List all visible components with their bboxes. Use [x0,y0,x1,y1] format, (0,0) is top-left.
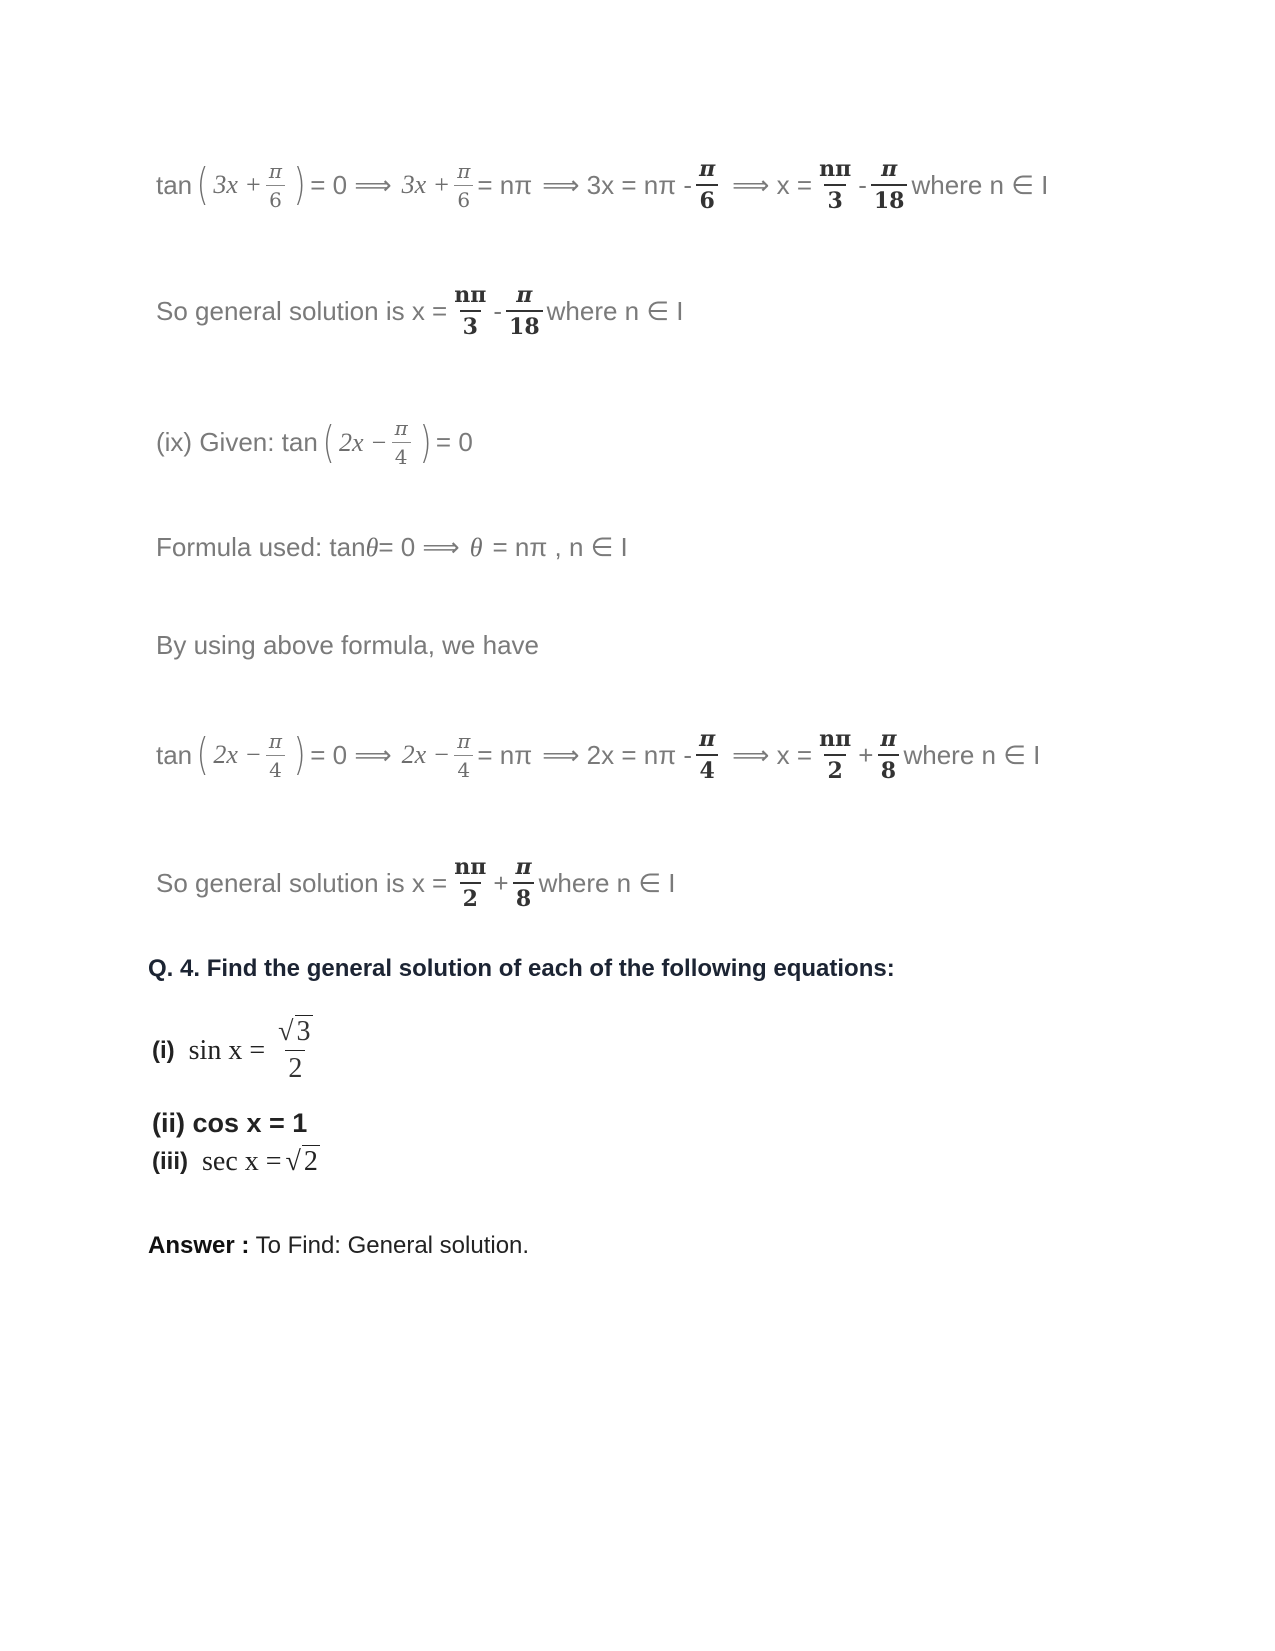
general-solution-lead: So general solution is x = [156,867,448,898]
inner-expression: 2x − [339,427,388,457]
equals-zero: = 0 [435,427,473,457]
plus-sign: + [858,739,874,770]
where-clause: where n ∈ I [546,295,684,326]
sqrt-symbol: √ 2 [285,1146,318,1177]
option-iii [152,1146,320,1178]
equation-line-ix [156,728,1040,782]
step-expression: 3x + [401,170,451,199]
option-lhs: sin x = [188,1034,266,1066]
step-expression: ⟹ x = [732,169,813,200]
general-solution-line-1 [156,284,683,338]
formula-lead: Formula used: tan [156,532,366,562]
given-line-ix [156,418,473,467]
theta-symbol: θ [469,532,483,562]
step-expression: ⟹ 2x = nπ - [542,739,693,770]
where-clause: where n ∈ I [911,169,1049,200]
option-label: (ii) cos x = 1 [152,1108,308,1138]
equals-zero: = 0 ⟹ [310,169,392,200]
fraction: $\frac{\pi}{8}$ [877,728,899,782]
minus-sign: - [493,295,503,326]
question-number: Q. 4. [148,955,201,982]
fraction: $\frac{\pi}{6}$ [266,161,285,210]
right-paren: ) [293,729,306,780]
plus-sign: + [493,867,509,898]
left-paren: ( [196,159,209,210]
fraction: $\frac{\pi}{4}$ [392,418,411,467]
inner-expression: 2x − [213,740,262,769]
fraction: $\frac{\pi}{18}$ [506,284,543,338]
equation-line-viii [156,158,1048,212]
fraction: $\frac{n\pi}{3}$ [454,282,487,340]
step-equals: = nπ [477,169,533,200]
formula-mid: = 0 ⟹ [378,532,460,562]
question-text: Find the general solution of each of the following equations: [206,955,895,982]
fraction: $\frac{\pi}{18}$ [871,158,908,212]
answer-line [148,1232,529,1260]
right-paren: ) [293,159,306,210]
option-label: (i) [152,1036,175,1064]
by-using-text: By using above formula, we have [156,630,539,660]
general-solution-lead: So general solution is x = [156,295,448,326]
step-expression: ⟹ x = [732,739,813,770]
step-equals: = nπ [477,739,533,770]
left-paren: ( [196,729,209,780]
option-lhs: sec x = [202,1146,282,1177]
step-expression: 2x − [401,740,451,769]
tan-label: tan [156,739,193,770]
fraction: $\frac{n\pi}{3}$ [819,156,852,214]
option-i [152,1018,320,1083]
question-heading [148,955,895,983]
fraction: $\frac{\pi}{4}$ [266,731,285,780]
fraction: $\frac{\pi}{4}$ [454,731,473,780]
formula-line [156,532,628,563]
general-solution-line-2 [156,856,675,910]
left-paren: ( [322,416,335,468]
formula-tail: = nπ , n ∈ I [492,532,628,562]
answer-label: Answer : [148,1232,250,1259]
where-clause: where n ∈ I [538,867,676,898]
fraction: $\frac{n\pi}{2}$ [819,726,852,784]
inner-expression: 3x + [213,170,262,199]
fraction: $\frac{\pi}{6}$ [696,158,718,212]
option-label: (iii) [152,1148,188,1175]
fraction: $\frac{√ 3}{2}$ [278,1016,311,1084]
theta-symbol: θ [365,532,379,562]
given-lead: (ix) Given: tan [156,427,318,457]
fraction: $\frac{\pi}{6}$ [454,161,473,210]
fraction: $\frac{n\pi}{2}$ [454,854,487,912]
equals-zero: = 0 ⟹ [310,739,392,770]
answer-text: To Find: General solution. [255,1232,530,1259]
fraction: $\frac{\pi}{8}$ [513,856,535,910]
minus-sign: - [858,169,867,200]
by-using-line [156,630,539,661]
option-ii [152,1108,307,1139]
tan-label: tan [156,169,193,200]
where-clause: where n ∈ I [903,739,1041,770]
right-paren: ) [419,416,432,468]
fraction: $\frac{\pi}{4}$ [696,728,718,782]
step-expression: ⟹ 3x = nπ - [542,169,693,200]
